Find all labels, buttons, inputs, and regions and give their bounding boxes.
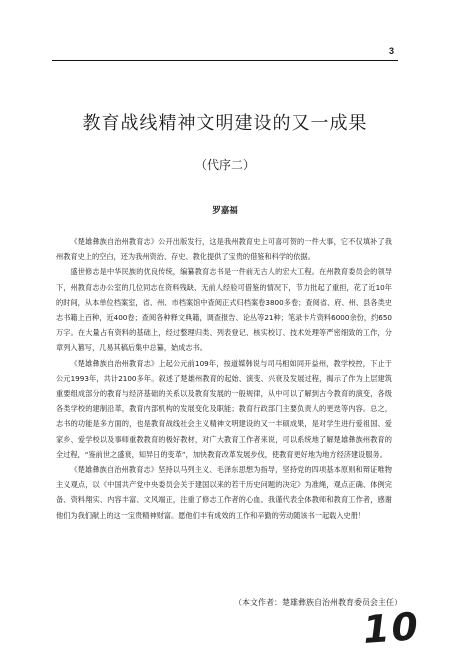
paragraph: 《楚雄彝族自治州教育志》上起公元前109年，按道媒韩说与司马相如同开益州，教学校控，下止于公元1993年，共计2100多年。叙述了楚雄州教育的起始、演变、兴衰及发展过程，揭示了作为上层建筑重要组成部分的教育与经济基础的关系以及教育发展的一般规律，从中可以了解到古今教育的演变，各级各类学校的建制沿革，教育内部机构的发展变化及职能；教育行政部门主要负责人的更迭等内容。总之，志书的功能是多方面的，也是教育战线社会主义精神文明建设的又一丰硕成果，是对学生进行爱祖国、爱家乡、爱学校以及事师重教教育的极好教材，对广大教育工作者来说，可以系统地了解楚雄彝族州教育的全过程，“鉴前世之盛衰，知异日的变革”，加快教育改革发展步伐，使教育更好地为地方经济建设服务。 — [56, 358, 392, 459]
body-text — [56, 234, 392, 523]
paragraph: 《楚雄彝族自治州教育志》公开出版发行，这是我州教育史上可喜可贺的一件大事，它不仅填补了我州教育史上的空白，还为我州资治、存史、教化提供了宝贵的借鉴和科学的依据。 — [56, 237, 392, 262]
paragraph: 《楚雄彝族自治州教育志》坚持以马列主义、毛泽东思想为指导，坚持党的四项基本原则和辩证唯物主义观点，以《中国共产党中央委员会关于建国以来的若干历史问题的决定》为准绳，观点正确、体例完备、资料翔实、内容丰富、文风端正，注重了修志工作者的心血。我谨代表全体教师和教育工作者，感谢他们为我们献上的这一宝贵精神财富。愿他们丰有成效的工作和辛勤的劳动随该书一起载入史册！ — [56, 465, 392, 520]
author-note: （本文作者：楚雄彝族自治州教育委员会主任） — [234, 598, 402, 607]
header-rule — [52, 60, 398, 61]
page-title: 教育战线精神文明建设的又一成果 — [82, 113, 368, 134]
author-name: 罗嘉福 — [212, 206, 238, 216]
page-subtitle: （代序二） — [194, 158, 255, 172]
paragraph: 盛世修志是中华民族的优良传统，编纂教育志书是一件前无古人的宏大工程。在州教育委员会的领导下，州教育志办公室的几位同志在资料残缺、无前人经验可借鉴的情况下，节力批起了重担，花了近10年的时间，从本单位档案室，省、州、市档案馆中查阅正式归档案卷3800多卷；查阅省、府、州、县各类史志书籍上百种，近400卷；查阅各种释文典籍，调查报告、论丛等21种；笔录卡片资料6000余份，约650万字。在大量占有资料的基础上，经过整理归类、列表登记、核实校订、技术处理等严密细致的工作，分章列入篡写，几易其稿后集中总纂，始成志书。 — [56, 267, 392, 353]
handwritten-number: 10 — [361, 604, 422, 652]
page-number: 3 — [388, 46, 394, 56]
